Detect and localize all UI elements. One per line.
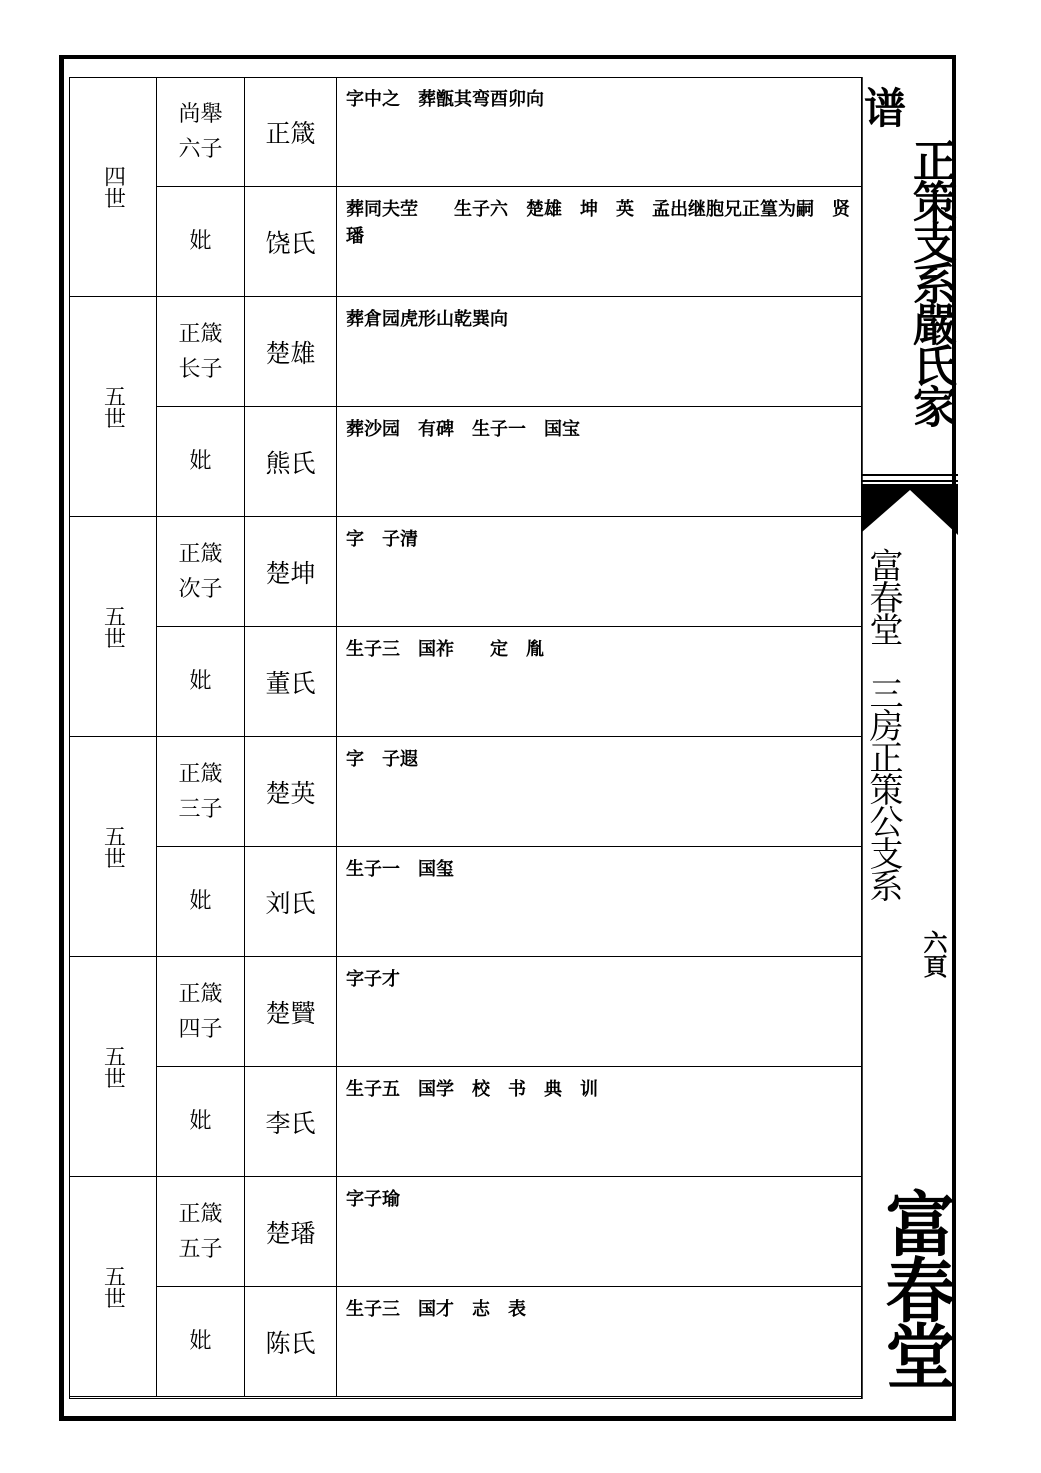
name-cell bbox=[245, 737, 337, 846]
person-name: 董氏 bbox=[265, 668, 316, 698]
relation-text: 正箴 四子 bbox=[178, 981, 223, 1042]
note-text: 字子瑜 bbox=[346, 1189, 400, 1210]
generation-label: 五世 bbox=[100, 384, 126, 429]
relation-text: 妣 bbox=[189, 449, 212, 474]
relation-text: 妣 bbox=[189, 1109, 212, 1134]
note-text: 生子五 国学 校 书 典 训 bbox=[346, 1079, 598, 1100]
page-number: 六頁 bbox=[919, 930, 948, 978]
generation-cell bbox=[69, 1177, 157, 1397]
lineage-title: 正策支系嚴氏家 bbox=[905, 138, 956, 425]
name-cell bbox=[245, 1177, 337, 1286]
table-row bbox=[157, 627, 862, 737]
relation-cell bbox=[157, 187, 245, 296]
relation-text: 正箴 次子 bbox=[178, 541, 223, 602]
name-cell bbox=[245, 187, 337, 296]
hall-branch-line: 富春堂 三房正策公支系 bbox=[863, 548, 903, 900]
note-text: 葬倉园虎形山乾巽向 bbox=[346, 309, 508, 330]
table-row bbox=[157, 517, 862, 627]
relation-text: 正箴 五子 bbox=[178, 1201, 223, 1262]
name-cell bbox=[245, 1287, 337, 1396]
note-text: 字 子遐 bbox=[346, 749, 418, 770]
note-text: 生子三 国祚 定 胤 bbox=[346, 639, 544, 660]
note-text: 葬同夫茔 生子六 楚雄 坤 英 孟出继胞兄正篁为嗣 贤 璠 bbox=[346, 199, 868, 247]
generation-cell bbox=[69, 517, 157, 737]
relation-cell bbox=[157, 847, 245, 956]
name-cell bbox=[245, 957, 337, 1066]
relation-text: 妣 bbox=[189, 1329, 212, 1354]
relation-cell bbox=[157, 737, 245, 846]
relation-text: 妣 bbox=[189, 889, 212, 914]
relation-text: 妣 bbox=[189, 229, 212, 254]
table-row bbox=[157, 187, 868, 297]
name-cell bbox=[245, 627, 337, 736]
person-name: 正箴 bbox=[265, 118, 316, 148]
relation-cell bbox=[157, 297, 245, 406]
generation-label: 五世 bbox=[100, 1044, 126, 1089]
person-name: 楚璠 bbox=[265, 1218, 316, 1248]
generation-cell bbox=[69, 77, 157, 297]
name-cell bbox=[245, 407, 337, 516]
note-text: 生子三 国才 志 表 bbox=[346, 1299, 526, 1320]
relation-text: 尚舉 六子 bbox=[178, 101, 223, 162]
person-name: 楚坤 bbox=[265, 558, 316, 588]
generation-cell bbox=[69, 957, 157, 1177]
note-text: 字中之 葬甑其弯酉卯向 bbox=[346, 89, 544, 110]
generation-label: 四世 bbox=[100, 164, 126, 209]
relation-cell bbox=[157, 627, 245, 736]
name-cell bbox=[245, 77, 337, 186]
relation-text: 正箴 三子 bbox=[178, 761, 223, 822]
table-row bbox=[157, 737, 862, 847]
relation-cell bbox=[157, 1177, 245, 1286]
name-cell bbox=[245, 297, 337, 406]
person-name: 楚雄 bbox=[265, 338, 316, 368]
pu-character: 谱 bbox=[864, 84, 907, 133]
generation-label: 五世 bbox=[100, 604, 126, 649]
hall-brand-calligraphy: 富春堂 bbox=[874, 1188, 957, 1386]
table-row bbox=[157, 77, 862, 187]
person-name: 饶氏 bbox=[265, 228, 316, 258]
person-name: 李氏 bbox=[265, 1108, 316, 1138]
name-cell bbox=[245, 847, 337, 956]
relation-cell bbox=[157, 1287, 245, 1396]
relation-cell bbox=[157, 1067, 245, 1176]
person-name: 楚贒 bbox=[265, 998, 316, 1028]
name-cell bbox=[245, 1067, 337, 1176]
note-text: 葬沙园 有碑 生子一 国宝 bbox=[346, 419, 580, 440]
relation-cell bbox=[157, 407, 245, 516]
table-row bbox=[157, 1177, 862, 1287]
person-name: 熊氏 bbox=[265, 448, 316, 478]
table-row bbox=[157, 297, 862, 407]
table-row bbox=[157, 1067, 862, 1177]
generation-cell bbox=[69, 737, 157, 957]
table-row bbox=[157, 957, 862, 1067]
name-cell bbox=[245, 517, 337, 626]
relation-cell bbox=[157, 517, 245, 626]
relation-text: 妣 bbox=[189, 669, 212, 694]
generation-label: 五世 bbox=[100, 824, 126, 869]
relation-text: 正箴 长子 bbox=[178, 321, 223, 382]
person-name: 楚英 bbox=[265, 778, 316, 808]
person-name: 刘氏 bbox=[265, 888, 316, 918]
note-text: 字子才 bbox=[346, 969, 400, 990]
relation-cell bbox=[157, 77, 245, 186]
generation-label: 五世 bbox=[100, 1264, 126, 1309]
person-name: 陈氏 bbox=[265, 1328, 316, 1358]
note-text: 生子一 国玺 bbox=[346, 859, 454, 880]
table-row bbox=[157, 1287, 862, 1397]
relation-cell bbox=[157, 957, 245, 1066]
note-text: 字 子清 bbox=[346, 529, 418, 550]
table-row bbox=[157, 407, 862, 517]
table-row bbox=[157, 847, 862, 957]
generation-cell bbox=[69, 297, 157, 517]
